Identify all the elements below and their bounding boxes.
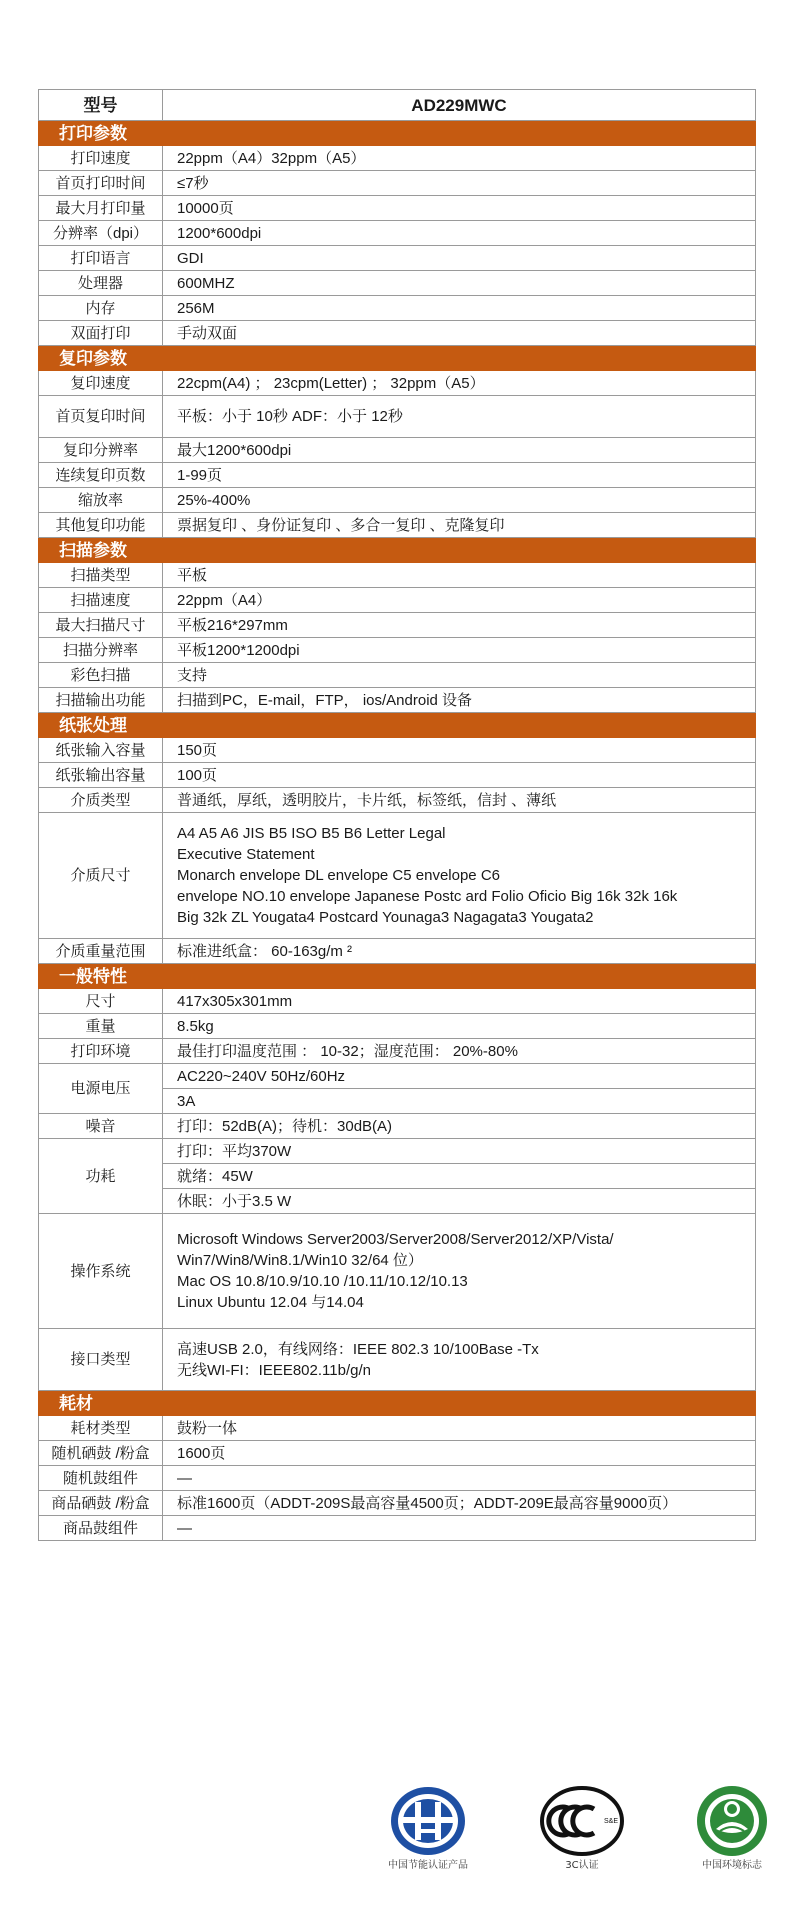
spec-row [39, 221, 756, 246]
spec-label: 扫描分辨率 [39, 638, 163, 663]
section-header-row [39, 713, 756, 738]
spec-value-line: 600MHZ [177, 274, 235, 292]
spec-table [38, 89, 756, 1541]
environmental-caption: 中国环境标志 [702, 1860, 762, 1871]
spec-label: 尺寸 [39, 989, 163, 1014]
spec-label: 分辨率（dpi） [39, 221, 163, 246]
spec-value-line: 无线WI-FI：IEEE802.11b/g/n [177, 1361, 371, 1379]
spec-value-line: — [177, 1519, 192, 1537]
spec-row [39, 396, 756, 438]
spec-value-line: 平板 [177, 566, 208, 584]
spec-value-line: 1200*600dpi [177, 224, 262, 242]
spec-row [39, 1329, 756, 1391]
spec-value: 休眠：小于3.5 W [163, 1189, 756, 1214]
spec-value [163, 813, 756, 939]
spec-row [39, 1014, 756, 1039]
spec-value-line: 最大1200*600dpi [177, 441, 292, 459]
spec-label: 首页打印时间 [39, 171, 163, 196]
section-header-row [39, 346, 756, 371]
spec-value-line: 最佳打印温度范围 ： 10-32；湿度范围： 20%-80% [177, 1042, 518, 1060]
spec-value [163, 989, 756, 1014]
spec-value [163, 488, 756, 513]
spec-value [163, 1491, 756, 1516]
spec-label: 随机鼓组件 [39, 1466, 163, 1491]
section-title: 打印参数 [39, 121, 756, 146]
spec-value [163, 371, 756, 396]
energy-saving-icon [388, 1785, 468, 1857]
ccc-mark: S&E [604, 1818, 619, 1825]
spec-label: 最大月打印量 [39, 196, 163, 221]
spec-value-line: 22cpm(A4) ； 23cpm(Letter) ； 32ppm（A5） [177, 374, 485, 392]
spec-label: 随机硒鼓 /粉盒 [39, 1441, 163, 1466]
spec-value [163, 271, 756, 296]
spec-value [163, 396, 756, 438]
spec-label: 处理器 [39, 271, 163, 296]
environmental-label-icon [694, 1785, 770, 1857]
environmental-logo [684, 1785, 780, 1872]
spec-label: 打印环境 [39, 1039, 163, 1064]
spec-value-line: 普通纸，厚纸，透明胶片，卡片纸，标签纸，信封 、薄纸 [177, 791, 557, 809]
spec-value-line: 平板：小于 10秒 ADF：小于 12秒 [177, 408, 403, 425]
spec-row [39, 438, 756, 463]
spec-label: 扫描速度 [39, 588, 163, 613]
spec-value [163, 296, 756, 321]
spec-label: 介质尺寸 [39, 813, 163, 939]
spec-value [163, 246, 756, 271]
spec-value [163, 688, 756, 713]
section-title: 复印参数 [39, 346, 756, 371]
spec-value [163, 1441, 756, 1466]
spec-row [39, 1039, 756, 1064]
spec-table-body [39, 90, 756, 1541]
spec-value-line: Win7/Win8/Win8.1/Win10 32/64 位） [177, 1252, 423, 1269]
spec-label: 复印分辨率 [39, 438, 163, 463]
spec-label: 商品鼓组件 [39, 1516, 163, 1541]
spec-row [39, 146, 756, 171]
spec-row [39, 271, 756, 296]
spec-row [39, 513, 756, 538]
spec-label: 扫描类型 [39, 563, 163, 588]
spec-value [163, 663, 756, 688]
spec-label: 缩放率 [39, 488, 163, 513]
spec-value [163, 738, 756, 763]
spec-value [163, 613, 756, 638]
spec-value-line: GDI [177, 249, 204, 267]
model-row [39, 90, 756, 121]
spec-value-line: 高速USB 2.0，有线网络：IEEE 802.3 10/100Base -Tx [177, 1340, 539, 1358]
spec-label: 重量 [39, 1014, 163, 1039]
spec-row [39, 563, 756, 588]
spec-value [163, 1114, 756, 1139]
spec-value-line: 417x305x301mm [177, 992, 293, 1010]
spec-value-line: A4 A5 A6 JIS B5 ISO B5 B6 Letter Legal [177, 825, 446, 842]
spec-value [163, 1416, 756, 1441]
spec-value-line: 100页 [177, 766, 218, 784]
section-header-row [39, 538, 756, 563]
spec-value [163, 1014, 756, 1039]
spec-value [163, 146, 756, 171]
section-title: 扫描参数 [39, 538, 756, 563]
spec-label: 连续复印页数 [39, 463, 163, 488]
spec-row [39, 463, 756, 488]
spec-row [39, 1214, 756, 1329]
spec-value [163, 1516, 756, 1541]
model-label: 型号 [39, 90, 163, 121]
spec-row [39, 688, 756, 713]
spec-label: 最大扫描尺寸 [39, 613, 163, 638]
section-title: 一般特性 [39, 964, 756, 989]
spec-label: 接口类型 [39, 1329, 163, 1391]
spec-label: 其他复印功能 [39, 513, 163, 538]
spec-row [39, 1114, 756, 1139]
spec-row [39, 321, 756, 346]
spec-value-line: 鼓粉一体 [177, 1419, 238, 1437]
spec-label: 内存 [39, 296, 163, 321]
spec-value [163, 1039, 756, 1064]
spec-row [39, 246, 756, 271]
spec-value-line: 标准1600页（ADDT-209S最高容量4500页；ADDT-209E最高容量9000页） [177, 1494, 678, 1512]
spec-value [163, 1329, 756, 1391]
spec-value-line: 25%-400% [177, 491, 251, 509]
spec-row [39, 613, 756, 638]
spec-label: 首页复印时间 [39, 396, 163, 438]
spec-row [39, 663, 756, 688]
spec-row [39, 763, 756, 788]
spec-row [39, 1441, 756, 1466]
ccc-logo [534, 1785, 630, 1872]
spec-value-line: envelope NO.10 envelope Japanese Postc ard Folio Oficio Big 16k 32k 16k [177, 888, 678, 905]
spec-value-line: Big 32k ZL Yougata4 Postcard Younaga3 Nagagata3 Yougata2 [177, 909, 594, 926]
spec-value-line: 打印：52dB(A)；待机：30dB(A) [177, 1117, 393, 1135]
spec-row [39, 1466, 756, 1491]
spec-label: 纸张输出容量 [39, 763, 163, 788]
spec-row [39, 296, 756, 321]
spec-label: 介质重量范围 [39, 939, 163, 964]
spec-value-line: 支持 [177, 666, 208, 684]
spec-value [163, 196, 756, 221]
spec-value-line: ≤7秒 [177, 174, 209, 192]
spec-value-line: 256M [177, 299, 215, 317]
spec-value-line: Linux Ubuntu 12.04 与14.04 [177, 1294, 364, 1311]
spec-label: 双面打印 [39, 321, 163, 346]
spec-value-line: 10000页 [177, 199, 234, 217]
spec-row [39, 488, 756, 513]
spec-row [39, 1139, 756, 1164]
section-header-row [39, 1391, 756, 1416]
spec-value [163, 638, 756, 663]
spec-value-line: 平板216*297mm [177, 616, 288, 634]
spec-value-line: Executive Statement [177, 846, 315, 863]
spec-value-line: 标准进纸盒： 60-163g/m ² [177, 942, 353, 960]
spec-label: 介质类型 [39, 788, 163, 813]
section-header-row [39, 121, 756, 146]
spec-row [39, 738, 756, 763]
spec-row [39, 1416, 756, 1441]
ccc-caption: 3C认证 [565, 1860, 599, 1871]
spec-row [39, 1491, 756, 1516]
spec-label: 噪音 [39, 1114, 163, 1139]
spec-row [39, 196, 756, 221]
spec-value-line: Monarch envelope DL envelope C5 envelope C6 [177, 867, 500, 884]
spec-label: 耗材类型 [39, 1416, 163, 1441]
spec-value [163, 463, 756, 488]
spec-row [39, 788, 756, 813]
spec-value-line: 8.5kg [177, 1017, 214, 1035]
energy-saving-logo [380, 1785, 476, 1872]
spec-value-line: 1-99页 [177, 466, 223, 484]
ccc-icon [540, 1785, 624, 1857]
spec-value [163, 1466, 756, 1491]
spec-value [163, 763, 756, 788]
model-value: AD229MWC [163, 90, 756, 121]
spec-label: 纸张输入容量 [39, 738, 163, 763]
spec-value-line: 1600页 [177, 1444, 226, 1462]
spec-label: 彩色扫描 [39, 663, 163, 688]
spec-value-line: 150页 [177, 741, 218, 759]
spec-value: 就绪：45W [163, 1164, 756, 1189]
spec-label: 复印速度 [39, 371, 163, 396]
spec-row [39, 1516, 756, 1541]
spec-label: 操作系统 [39, 1214, 163, 1329]
section-title: 纸张处理 [39, 713, 756, 738]
spec-value-line: 扫描到PC，E-mail，FTP， ios/Android 设备 [177, 691, 473, 709]
spec-value: AC220~240V 50Hz/60Hz [163, 1064, 756, 1089]
spec-value-line: 手动双面 [177, 324, 238, 342]
spec-row [39, 171, 756, 196]
spec-value [163, 939, 756, 964]
spec-value-line: 22ppm（A4） [177, 591, 272, 609]
spec-label: 功耗 [39, 1139, 163, 1214]
spec-label: 商品硒鼓 /粉盒 [39, 1491, 163, 1516]
spec-value-line: 平板1200*1200dpi [177, 641, 300, 659]
spec-value [163, 321, 756, 346]
spec-label: 扫描输出功能 [39, 688, 163, 713]
section-title: 耗材 [39, 1391, 756, 1416]
spec-value [163, 563, 756, 588]
spec-value [163, 513, 756, 538]
spec-value [163, 588, 756, 613]
spec-value-line: Microsoft Windows Server2003/Server2008/Server2012/XP/Vista/ [177, 1231, 614, 1248]
spec-value: 打印：平均370W [163, 1139, 756, 1164]
spec-value [163, 438, 756, 463]
energy-saving-caption: 中国节能认证产品 [388, 1860, 468, 1871]
spec-row [39, 939, 756, 964]
spec-value [163, 1214, 756, 1329]
spec-row [39, 1064, 756, 1089]
spec-value [163, 171, 756, 196]
spec-value [163, 221, 756, 246]
spec-label: 电源电压 [39, 1064, 163, 1114]
spec-value-line: 票据复印 、身份证复印 、多合一复印 、克隆复印 [177, 516, 505, 534]
spec-row [39, 371, 756, 396]
spec-label: 打印速度 [39, 146, 163, 171]
spec-row [39, 588, 756, 613]
spec-value-line: 22ppm（A4）32ppm（A5） [177, 149, 366, 167]
spec-row [39, 813, 756, 939]
spec-value [163, 788, 756, 813]
section-header-row [39, 964, 756, 989]
spec-value-line: — [177, 1469, 192, 1487]
spec-label: 打印语言 [39, 246, 163, 271]
certification-logos [380, 1785, 780, 1885]
spec-value-line: Mac OS 10.8/10.9/10.10 /10.11/10.12/10.13 [177, 1273, 468, 1290]
spec-row [39, 638, 756, 663]
spec-value: 3A [163, 1089, 756, 1114]
spec-row [39, 989, 756, 1014]
